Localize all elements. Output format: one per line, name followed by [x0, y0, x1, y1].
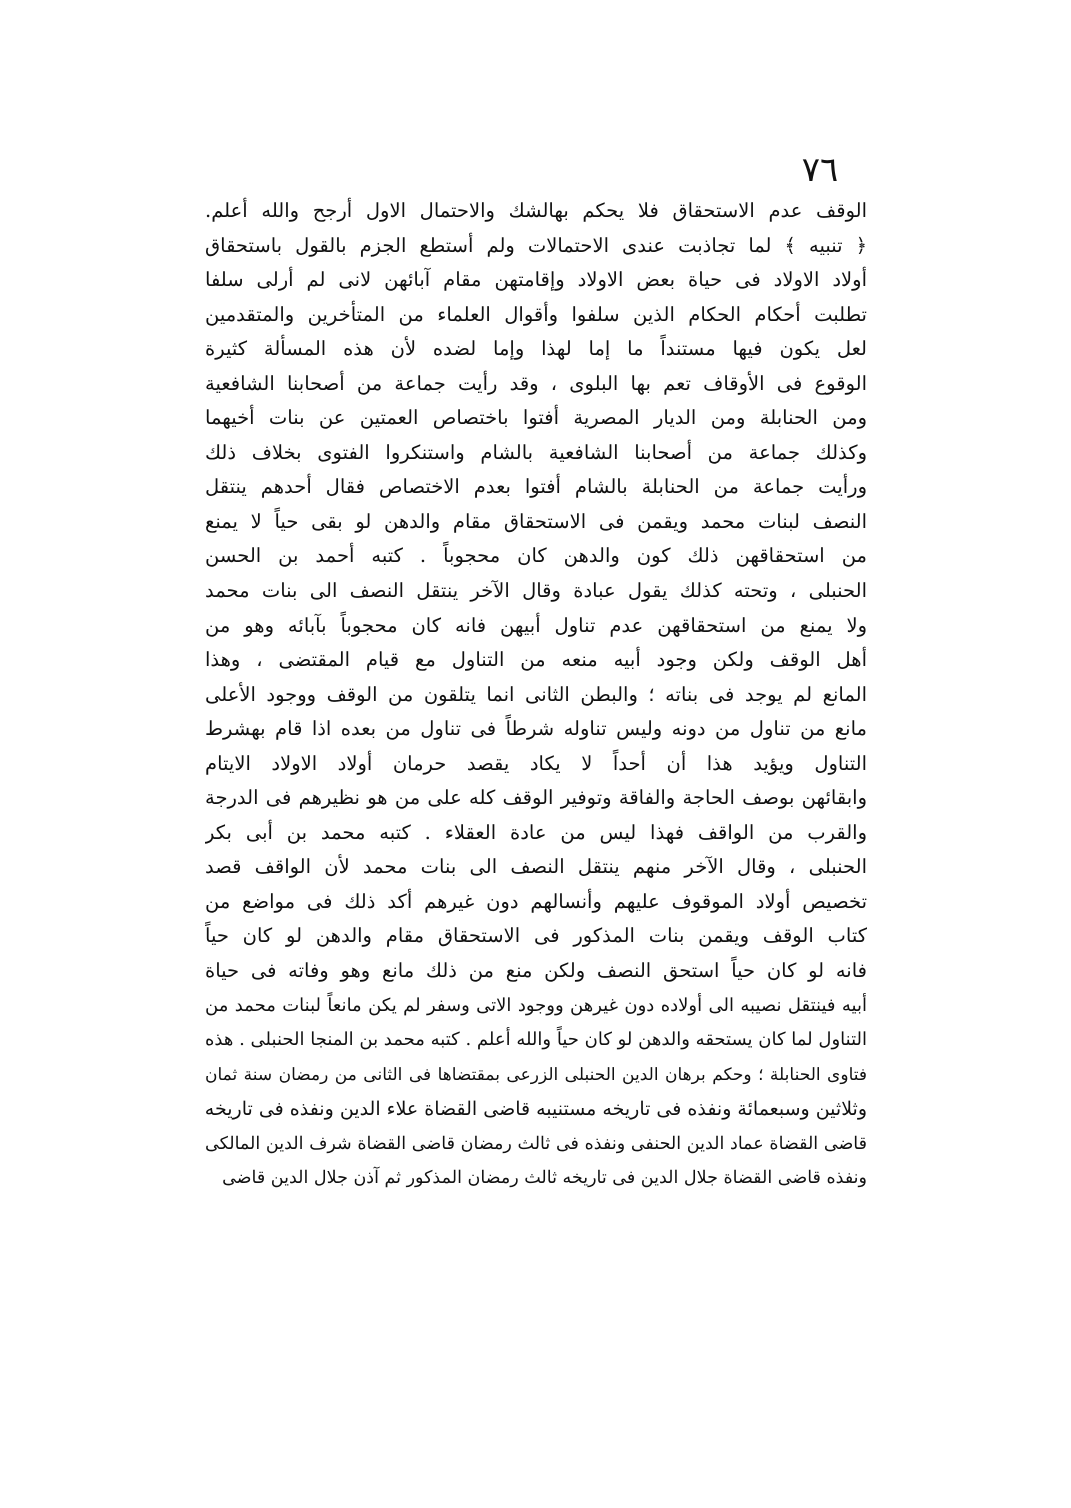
text-line: ﴿ تنبيه ﴾ لما تجاذبت عندى الاحتمالات ولم أستطع الجزم بالقول باستحقاق [205, 233, 867, 257]
text-line: الحنبلى ، وتحته كذلك يقول عبادة وقال الآخر ينتقل النصف الى بنات محمد [205, 579, 867, 603]
text-line: ورأيت جماعة من الحنابلة بالشام أفتوا بعدم الاختصاص فقال أحدهم ينتقل [205, 475, 867, 499]
text-line: أهل الوقف ولكن وجود أبيه منعه من التناول مع قيام المقتضى ، وهذا [205, 648, 867, 672]
text-line: فانه لو كان حياً استحق النصف ولكن منع من ذلك مانع وهو وفاته فى حياة [205, 959, 867, 983]
text-line: وكذلك جماعة من أصحابنا الشافعية بالشام واستنكروا الفتوى بخلاف ذلك [205, 440, 867, 464]
text-line: من استحقاقهن ذلك كون والدهن كان محجوباً . كتبه أحمد بن الحسن [205, 544, 867, 568]
text-line: وثلاثين وسبعمائة ونفذه فى تاريخه مستنيبه قاضى القضاة علاء الدين ونفذه فى تاريخه [205, 1098, 867, 1121]
text-line: ومن الحنابلة ومن الديار المصرية أفتوا باختصاص العمتين عن بنات أخيهما [205, 406, 867, 430]
text-line: النصف لبنات محمد ويقمن فى الاستحقاق مقام والدهن لو بقى حياً لا يمنع [205, 509, 867, 533]
text-line: كتاب الوقف ويقمن بنات المذكور فى الاستحقاق مقام والدهن لو كان حياً [205, 924, 867, 948]
text-line: ونفذه قاضى القضاة جلال الدين فى تاريخه ثالث رمضان المذكور ثم آذن جلال الدين قاضى [222, 1168, 867, 1189]
text-line: التناول لما كان يستحقه والدهن لو كان حياً والله أعلم . كتبه محمد بن المنجا الحنبلى . هذه [205, 1029, 867, 1051]
text-line: الحنبلى ، وقال الآخر منهم ينتقل النصف الى بنات محمد لأن الواقف قصد [205, 855, 867, 879]
text-line: والقرب من الواقف فهذا ليس من عادة العقلاء . كتبه محمد بن أبى بكر [205, 820, 867, 844]
text-line: أولاد الاولاد فى حياة بعض الاولاد وإقامتهن مقام آبائهن لانى لم أرلى سلفا [205, 268, 867, 292]
text-line: تخصيص أولاد الموقوف عليهم وأنسالهم دون غيرهم أكد ذلك فى مواضع من [205, 889, 867, 913]
text-line: التناول ويؤيد هذا أن أحداً لا يكاد يقصد حرمان أولاد الاولاد الايتام [205, 751, 867, 775]
text-line: ولا يمنع من استحقاقهن عدم تناول أبيهن فانه كان محجوباً بآبائه وهو من [205, 613, 867, 637]
text-line: الوقف عدم الاستحقاق فلا يحكم بهالشك والاحتمال الاول أرجح والله أعلم. [205, 199, 867, 222]
page-number: ٧٦ [801, 150, 839, 190]
text-line: أبيه فينتقل نصيبه الى أولاده دون غيرهن ووجود الاتى وسفر لم يكن مانعاً لبنات محمد من [205, 994, 867, 1016]
text-line: المانع لم يوجد فى بناته ؛ والبطن الثانى انما يتلقون من الوقف ووجود الأعلى [205, 682, 867, 706]
body-text [205, 194, 867, 1196]
text-line: فتاوى الحنابلة ؛ وحكم برهان الدين الحنبلى الزرعى بمقتضاها فى الثانى من رمضان سنة ثمان [205, 1064, 867, 1085]
text-line: مانع من تناول من دونه وليس تناوله شرطاً فى تناول من بعده اذا قام بهشرط [205, 717, 867, 741]
text-line: تطلبت أحكام الحكام الذين سلفوا وأقوال العلماء من المتأخرين والمتقدمين [205, 302, 867, 326]
text-line: الوقوع فى الأوقاف تعم بها البلوى ، وقد رأيت جماعة من أصحابنا الشافعية [205, 371, 867, 395]
text-line: قاضى القضاة عماد الدين الحنفى ونفذه فى ثالث رمضان قاضى القضاة شرف الدين المالكى [205, 1133, 867, 1154]
text-line: لعل يكون فيها مستنداً ما إما لهذا وإما لضده لأن هذه المسألة كثيرة [205, 337, 867, 361]
text-line: وابقائهن بوصف الحاجة والفاقة وتوفير الوقف كله على من هو نظيرهم فى الدرجة [205, 786, 867, 810]
